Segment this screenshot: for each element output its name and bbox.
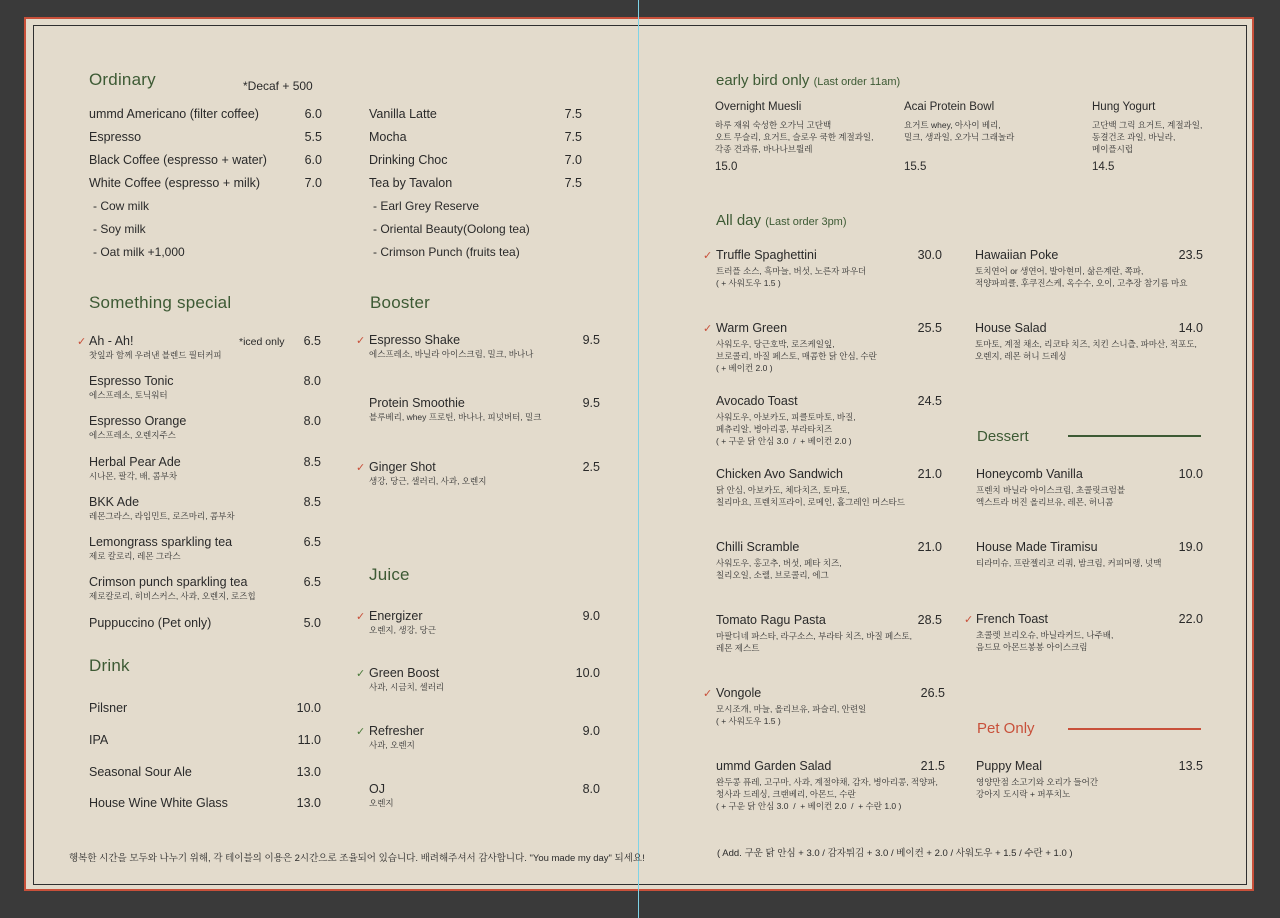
item-description: 사워도우, 아보카도, 피클토마토, 바질, 페츄리알, 병아리콩, 부라타치즈 ( + 구운 닭 안심 3.0 / + 베이컨 2.0 ) [716, 412, 856, 446]
item-price: 8.0 [303, 414, 321, 428]
item-price: 14.5 [1092, 161, 1115, 173]
menu-item: Espresso Shake [369, 333, 461, 347]
menu-item: Honeycomb Vanilla [976, 467, 1083, 481]
item-price: 10.0 [296, 701, 321, 715]
item-price: 13.0 [296, 796, 321, 810]
item-price: 6.5 [303, 334, 321, 348]
menu-item: Ginger Shot [369, 460, 436, 474]
all-day-title [716, 212, 847, 229]
item-price: 14.0 [1178, 321, 1203, 335]
item-description: 오렌지 [369, 798, 394, 808]
menu-item: Refresher [369, 724, 424, 738]
item-description: 제로칼로리, 히비스커스, 사과, 오렌지, 로즈힙 [89, 591, 256, 601]
item-description: 사과, 오렌지 [369, 740, 415, 750]
item-description: 사워도우, 홍고추, 버섯, 페타 치즈, 칠리오일, 소렐, 브로콜리, 에그 [716, 558, 842, 580]
menu-item: French Toast [976, 612, 1049, 626]
milk-option: - Soy milk [93, 222, 146, 236]
item-description: 시나몬, 팔각, 배, 콤부차 [89, 471, 178, 481]
item-description: 프렌치 바닐라 아이스크림, 초콜릿크럼블 엑스트라 버진 올리브유, 레몬, 허니콤 [976, 485, 1126, 507]
drink-title: Drink [89, 656, 130, 675]
item-price: 21.0 [917, 467, 942, 481]
menu-item: Tea by Tavalon [369, 176, 453, 190]
item-description: 블루베리, whey 프로틴, 바나나, 피넛버터, 밀크 [369, 412, 542, 422]
item-price: 21.0 [917, 540, 942, 554]
menu-item: Black Coffee (espresso + water) [89, 153, 267, 167]
item-description: 생강, 당근, 샐러리, 사과, 오렌지 [369, 476, 487, 486]
check-icon: ✓ [703, 250, 713, 262]
item-description: 에스프레소, 토닉워터 [89, 390, 168, 400]
item-price: 13.0 [296, 765, 321, 779]
item-price: 9.5 [582, 333, 600, 347]
tea-option: - Oriental Beauty(Oolong tea) [373, 222, 530, 236]
item-description: 닭 안심, 아보카도, 체다치즈, 토마토, 칠리마요, 프렌치프라이, 로메인, 홀그레인 머스타드 [716, 485, 905, 507]
item-price: 23.5 [1178, 248, 1203, 262]
menu-item: Lemongrass sparkling tea [89, 535, 233, 549]
ordinary-title: Ordinary [89, 70, 156, 89]
item-description: 토치연어 or 생연어, 발아현미, 삶은계란, 쪽파, 적양파피클, 후쿠진스케, 옥수수, 오이, 고추장 참기름 마요 [975, 266, 1188, 288]
item-description: 초콜렛 브리오슈, 바닐라커드, 나주배, 음드묘 아몬드봉봉 아이스크림 [976, 630, 1114, 652]
menu-item: ummd Americano (filter coffee) [89, 107, 259, 121]
juice-title: Juice [369, 565, 410, 584]
menu-item: Chicken Avo Sandwich [716, 467, 843, 481]
menu-item: Espresso Orange [89, 414, 187, 428]
item-description: 레몬그라스, 라임민트, 로즈마리, 콤부차 [89, 511, 235, 521]
menu-item: Energizer [369, 609, 423, 623]
item-description: 사과, 시금치, 셀러리 [369, 682, 445, 692]
menu-item: BKK Ade [89, 495, 140, 509]
item-price: 2.5 [582, 460, 600, 474]
milk-option: - Oat milk +1,000 [93, 245, 185, 259]
all-day-note: (Last order 3pm) [765, 216, 847, 228]
special-title: Something special [89, 293, 232, 312]
item-price: 7.5 [564, 130, 582, 144]
item-price: 9.0 [582, 609, 600, 623]
item-price: 22.0 [1178, 612, 1203, 626]
menu-item: Avocado Toast [716, 394, 798, 408]
menu-item: Ah - Ah! [89, 334, 134, 348]
item-description: 찻잎과 함께 우려낸 블렌드 필터커피 [89, 350, 222, 360]
menu-item: Green Boost [369, 666, 440, 680]
early-bird-title [716, 72, 900, 89]
all-day-label: All day [716, 212, 762, 229]
check-icon: ✓ [356, 668, 366, 680]
item-description: 고단백 그릭 요거트, 계절과일, 동결건조 과일, 바닐라, 메이플시럽 [1092, 120, 1203, 154]
menu-item: Truffle Spaghettini [716, 248, 817, 262]
menu-item: Drinking Choc [369, 153, 448, 167]
special-item-note: *iced only [239, 336, 285, 348]
item-price: 6.0 [304, 153, 322, 167]
item-description: 티라미슈, 프란젤리코 리쿼, 밤크림, 커피머랭, 넛맥 [976, 558, 1162, 568]
dessert-rule [1068, 435, 1201, 437]
item-price: 28.5 [917, 613, 942, 627]
dessert-title: Dessert [977, 428, 1029, 445]
footer-note-right: ( Add. 구운 닭 안심 + 3.0 / 감자튀김 + 3.0 / 베이컨 + 2.0 / 사워도우 + 1.5 / 수란 + 1.0 ) [717, 848, 1073, 859]
check-icon: ✓ [77, 336, 87, 348]
item-description: 트러플 소스, 흑마늘, 버섯, 노른자 파우더 ( + 사워도우 1.5 ) [716, 266, 867, 288]
item-price: 8.5 [303, 495, 321, 509]
item-description: 에스프레소, 바닐라 아이스크림, 밀크, 바나나 [369, 349, 534, 359]
milk-option: - Cow milk [93, 199, 149, 213]
item-price: 24.5 [917, 394, 942, 408]
item-price: 7.0 [564, 153, 582, 167]
item-price: 9.0 [582, 724, 600, 738]
item-price: 13.5 [1178, 759, 1203, 773]
check-icon: ✓ [703, 323, 713, 335]
menu-item: House Made Tiramisu [976, 540, 1098, 554]
item-price: 26.5 [920, 686, 945, 700]
check-icon: ✓ [964, 614, 974, 626]
item-price: 30.0 [917, 248, 942, 262]
menu-item: Vongole [716, 686, 762, 700]
decaf-note: *Decaf + 500 [243, 79, 313, 93]
menu-item: Protein Smoothie [369, 396, 465, 410]
item-price: 10.0 [575, 666, 600, 680]
item-price: 11.0 [297, 733, 321, 747]
item-description: 오렌지, 생강, 당근 [369, 625, 436, 635]
item-description: 요거트 whey, 아사이 베리, 밀크, 생과일, 오가닉 그래놀라 [904, 120, 1015, 142]
booster-title: Booster [370, 293, 430, 312]
menu-item: ummd Garden Salad [716, 759, 832, 773]
item-price: 8.5 [303, 455, 321, 469]
early-bird-label: early bird only [716, 72, 810, 89]
check-icon: ✓ [356, 335, 366, 347]
tea-option: - Earl Grey Reserve [373, 199, 480, 213]
early-bird-note: (Last order 11am) [813, 76, 901, 88]
item-description: 하루 재워 숙성한 오가닉 고단백 오트 무슬리, 요거트, 슬로우 쿡한 계절과일, 각종 견과류, 바나나브륄레 [715, 120, 874, 154]
pet-only-rule [1068, 728, 1201, 730]
menu-item: Crimson punch sparkling tea [89, 575, 248, 589]
center-guide-line [638, 0, 639, 918]
item-price: 6.5 [303, 575, 321, 589]
check-icon: ✓ [356, 462, 366, 474]
menu-item: Chilli Scramble [716, 540, 800, 554]
menu-item: Overnight Muesli [715, 101, 802, 113]
item-price: 6.5 [303, 535, 321, 549]
menu-item: Pilsner [89, 701, 128, 715]
item-description: 완두콩 퓨레, 고구마, 사과, 계절야채, 감자, 병아리콩, 적양파, 청사과 드레싱, 크랜베리, 아몬드, 수란 ( + 구운 닭 안심 3.0 / + 베이컨 2.0 / + 수란 1.0 ) [716, 777, 938, 811]
menu-item: Tomato Ragu Pasta [716, 613, 826, 627]
item-price: 10.0 [1178, 467, 1203, 481]
menu-item: White Coffee (espresso + milk) [89, 176, 261, 190]
menu-item: Acai Protein Bowl [904, 101, 995, 113]
pet-only-title: Pet Only [977, 720, 1035, 737]
menu-item: Vanilla Latte [369, 107, 437, 121]
menu-item: Herbal Pear Ade [89, 455, 181, 469]
menu-item: Seasonal Sour Ale [89, 765, 192, 779]
menu-item: IPA [89, 733, 109, 747]
menu-item: Puppuccino (Pet only) [89, 616, 212, 630]
item-price: 21.5 [920, 759, 945, 773]
menu-item: OJ [369, 782, 385, 796]
item-description: 마팔디네 파스타, 라구소스, 부라타 치즈, 바질 페스토, 레몬 제스트 [716, 631, 913, 653]
menu-item: House Wine White Glass [89, 796, 228, 810]
menu-item: Puppy Meal [976, 759, 1043, 773]
menu-item: Hawaiian Poke [975, 248, 1059, 262]
item-price: 6.0 [304, 107, 322, 121]
check-icon: ✓ [356, 726, 366, 738]
item-description: 모시조개, 마늘, 올리브유, 파슬리, 안련일 ( + 사워도우 1.5 ) [716, 704, 867, 726]
menu-item: Hung Yogurt [1092, 101, 1156, 113]
item-price: 7.0 [304, 176, 322, 190]
item-price: 15.5 [904, 161, 927, 173]
menu-item: Espresso [89, 130, 142, 144]
item-price: 5.5 [304, 130, 322, 144]
footer-note-left: 행복한 시간을 모두와 나누기 위해, 각 테이블의 이용은 2시간으로 조율되어 있습니다. 배려해주셔서 감사합니다. "You made my day" 되세요! [69, 853, 645, 864]
item-price: 8.0 [582, 782, 600, 796]
item-description: 제로 칼로리, 레몬 그라스 [89, 551, 181, 561]
menu-item: Mocha [369, 130, 407, 144]
menu-item: Warm Green [716, 321, 788, 335]
check-icon: ✓ [356, 611, 366, 623]
item-price: 19.0 [1178, 540, 1203, 554]
menu-item: Espresso Tonic [89, 374, 174, 388]
item-price: 9.5 [582, 396, 600, 410]
item-price: 8.0 [303, 374, 321, 388]
tea-option: - Crimson Punch (fruits tea) [373, 245, 520, 259]
item-description: 영양만점 소고기와 오리가 들어간 강아지 도시락 + 퍼푸치노 [976, 777, 1099, 799]
item-price: 7.5 [564, 176, 582, 190]
check-icon: ✓ [703, 688, 713, 700]
item-price: 15.0 [715, 161, 738, 173]
item-description: 에스프레소, 오렌지주스 [89, 430, 176, 440]
item-price: 7.5 [564, 107, 582, 121]
item-description: 토마토, 계절 채소, 리코타 치즈, 치킨 스니츨, 파마산, 적포도, 오렌지, 레몬 허니 드레싱 [975, 339, 1197, 361]
item-price: 5.0 [303, 616, 321, 630]
item-price: 25.5 [917, 321, 942, 335]
item-description: 사워도우, 당근호박, 로즈케일잎, 브로콜리, 바질 페스토, 매콤한 닭 안심, 수란 ( + 베이컨 2.0 ) [716, 339, 877, 373]
menu-item: House Salad [975, 321, 1047, 335]
